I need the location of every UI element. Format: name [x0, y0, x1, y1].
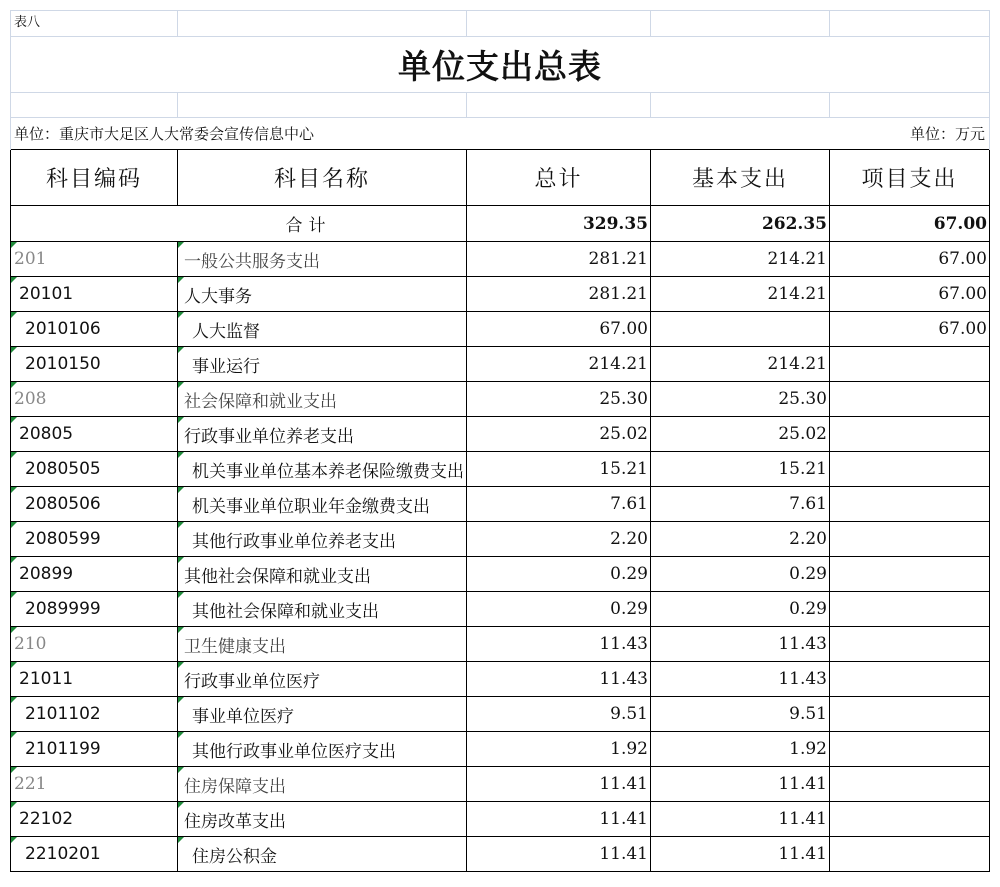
subject-name: 其他社会保障和就业支出 [178, 557, 467, 592]
total-sum: 329.35 [467, 206, 651, 242]
title-row [11, 37, 990, 93]
amount-project [830, 382, 990, 417]
amount-total: 11.43 [467, 662, 651, 697]
amount-total: 0.29 [467, 592, 651, 627]
amount-basic: 11.43 [651, 662, 830, 697]
subject-code: 2089999 [11, 592, 178, 627]
subject-code: 2010150 [11, 347, 178, 382]
amount-basic: 214.21 [651, 347, 830, 382]
amount-total: 281.21 [467, 277, 651, 312]
subject-code: 201 [11, 242, 178, 277]
amount-basic: 0.29 [651, 557, 830, 592]
amount-total: 11.41 [467, 767, 651, 802]
subject-code: 20101 [11, 277, 178, 312]
table-row [11, 277, 990, 312]
amount-basic: 11.41 [651, 767, 830, 802]
amount-project [830, 592, 990, 627]
table-row [11, 242, 990, 277]
subject-code: 2080506 [11, 487, 178, 522]
amount-basic: 214.21 [651, 242, 830, 277]
amount-basic: 11.41 [651, 837, 830, 872]
amount-basic: 15.21 [651, 452, 830, 487]
header-row [11, 150, 990, 206]
amount-project [830, 697, 990, 732]
subject-name: 行政事业单位医疗 [178, 662, 467, 697]
header-basic: 基本支出 [651, 150, 830, 206]
amount-basic: 7.61 [651, 487, 830, 522]
amount-project: 67.00 [830, 312, 990, 347]
table-row [11, 767, 990, 802]
amount-total: 11.41 [467, 802, 651, 837]
subject-name: 人大事务 [178, 277, 467, 312]
table-row [11, 382, 990, 417]
unit-row [11, 118, 990, 150]
table-row [11, 802, 990, 837]
amount-total: 7.61 [467, 487, 651, 522]
table-row [11, 312, 990, 347]
subject-code: 2080505 [11, 452, 178, 487]
subject-code: 208 [11, 382, 178, 417]
blank-row [11, 93, 990, 118]
subject-name: 事业单位医疗 [178, 697, 467, 732]
amount-project [830, 347, 990, 382]
subject-name: 一般公共服务支出 [178, 242, 467, 277]
amount-basic: 0.29 [651, 592, 830, 627]
amount-basic: 214.21 [651, 277, 830, 312]
table-row [11, 732, 990, 767]
total-basic: 262.35 [651, 206, 830, 242]
page-title: 单位支出总表 [11, 37, 990, 93]
amount-total: 1.92 [467, 732, 651, 767]
subject-code: 2080599 [11, 522, 178, 557]
amount-project: 67.00 [830, 242, 990, 277]
amount-total: 25.30 [467, 382, 651, 417]
amount-project [830, 452, 990, 487]
amount-basic: 9.51 [651, 697, 830, 732]
subject-code: 20805 [11, 417, 178, 452]
amount-total: 11.43 [467, 627, 651, 662]
amount-total: 9.51 [467, 697, 651, 732]
subject-name: 卫生健康支出 [178, 627, 467, 662]
amount-basic [651, 312, 830, 347]
header-total: 总计 [467, 150, 651, 206]
table-row [11, 522, 990, 557]
table-row [11, 452, 990, 487]
header-code: 科目编码 [11, 150, 178, 206]
amount-basic: 11.43 [651, 627, 830, 662]
amount-project [830, 557, 990, 592]
subject-name: 机关事业单位基本养老保险缴费支出 [178, 452, 467, 487]
table-row [11, 557, 990, 592]
subject-code: 21011 [11, 662, 178, 697]
amount-basic: 1.92 [651, 732, 830, 767]
spreadsheet [10, 10, 989, 872]
amount-basic: 2.20 [651, 522, 830, 557]
unit-currency: 单位：万元 [830, 118, 990, 150]
table-row [11, 592, 990, 627]
amount-project: 67.00 [830, 277, 990, 312]
amount-total: 67.00 [467, 312, 651, 347]
total-label: 合计 [11, 206, 467, 242]
table-row [11, 417, 990, 452]
amount-project [830, 662, 990, 697]
amount-project [830, 487, 990, 522]
amount-project [830, 522, 990, 557]
amount-project [830, 837, 990, 872]
amount-total: 25.02 [467, 417, 651, 452]
total-row [11, 206, 990, 242]
header-project: 项目支出 [830, 150, 990, 206]
subject-name: 行政事业单位养老支出 [178, 417, 467, 452]
amount-project [830, 802, 990, 837]
table-row [11, 697, 990, 732]
subject-name: 住房公积金 [178, 837, 467, 872]
subject-code: 22102 [11, 802, 178, 837]
table-row [11, 837, 990, 872]
amount-project [830, 627, 990, 662]
amount-total: 0.29 [467, 557, 651, 592]
table-row [11, 627, 990, 662]
header-name: 科目名称 [178, 150, 467, 206]
subject-name: 住房保障支出 [178, 767, 467, 802]
subject-code: 2101199 [11, 732, 178, 767]
amount-project [830, 417, 990, 452]
subject-name: 其他社会保障和就业支出 [178, 592, 467, 627]
amount-total: 15.21 [467, 452, 651, 487]
sheet-label: 表八 [11, 11, 178, 37]
subject-code: 210 [11, 627, 178, 662]
subject-name: 人大监督 [178, 312, 467, 347]
sheet-label-row [11, 11, 990, 37]
total-project: 67.00 [830, 206, 990, 242]
table-row [11, 662, 990, 697]
table-row [11, 347, 990, 382]
subject-code: 221 [11, 767, 178, 802]
amount-basic: 25.02 [651, 417, 830, 452]
subject-code: 2010106 [11, 312, 178, 347]
subject-name: 住房改革支出 [178, 802, 467, 837]
amount-total: 11.41 [467, 837, 651, 872]
amount-project [830, 767, 990, 802]
subject-name: 其他行政事业单位养老支出 [178, 522, 467, 557]
subject-name: 机关事业单位职业年金缴费支出 [178, 487, 467, 522]
subject-name: 社会保障和就业支出 [178, 382, 467, 417]
amount-basic: 11.41 [651, 802, 830, 837]
amount-basic: 25.30 [651, 382, 830, 417]
table-row [11, 487, 990, 522]
subject-name: 事业运行 [178, 347, 467, 382]
unit-organization: 单位：重庆市大足区人大常委会宣传信息中心 [11, 118, 830, 150]
amount-project [830, 732, 990, 767]
amount-total: 2.20 [467, 522, 651, 557]
subject-code: 2101102 [11, 697, 178, 732]
subject-code: 2210201 [11, 837, 178, 872]
amount-total: 281.21 [467, 242, 651, 277]
subject-code: 20899 [11, 557, 178, 592]
amount-total: 214.21 [467, 347, 651, 382]
subject-name: 其他行政事业单位医疗支出 [178, 732, 467, 767]
expenditure-table [10, 10, 990, 872]
